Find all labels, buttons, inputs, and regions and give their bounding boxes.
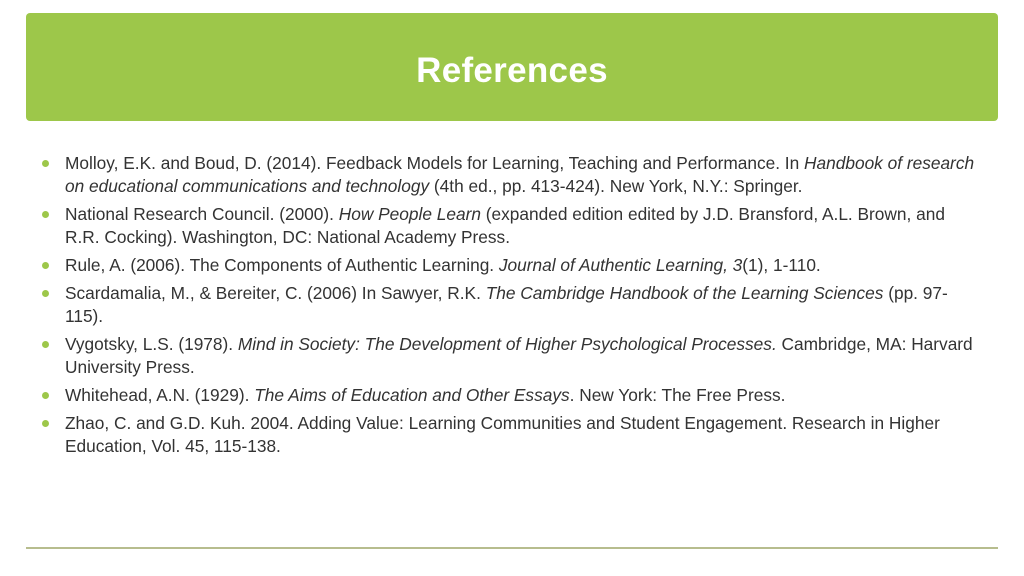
- reference-item: [42, 384, 982, 407]
- reference-text: Molloy, E.K. and Boud, D. (2014). Feedback Models for Learning, Teaching and Performance. In: [65, 153, 805, 173]
- reference-text: Vygotsky, L.S. (1978).: [65, 334, 238, 354]
- reference-item: [42, 254, 982, 277]
- bullet-icon: [42, 211, 49, 218]
- reference-text: National Research Council. (2000).: [65, 204, 339, 224]
- reference-text: . New York: The Free Press.: [569, 385, 786, 405]
- slide-title: References: [416, 51, 608, 90]
- reference-title-italic: The Aims of Education and Other Essays: [254, 385, 570, 405]
- bullet-icon: [42, 262, 49, 269]
- reference-text: (4th ed., pp. 413-424). New York, N.Y.: Springer.: [429, 176, 803, 196]
- reference-text: (expanded edition edited by J.D. Bransford, A.L. Brown, and R.R. Cocking). Washington, DC: National Academy Press.: [65, 204, 945, 247]
- bullet-icon: [42, 341, 49, 348]
- reference-item: [42, 333, 982, 379]
- reference-title-italic: The Cambridge Handbook of the Learning Sciences: [485, 283, 884, 303]
- reference-item: [42, 282, 982, 328]
- reference-title-italic: Handbook of research on educational communications and technology: [65, 153, 975, 196]
- reference-text: (pp. 97-115).: [65, 283, 948, 326]
- reference-item: [42, 203, 982, 249]
- reference-text: (1), 1-110.: [742, 255, 821, 275]
- reference-text: Cambridge, MA: Harvard University Press.: [65, 334, 973, 377]
- title-banner: [26, 13, 998, 121]
- reference-title-italic: How People Learn: [338, 204, 481, 224]
- reference-text: Scardamalia, M., & Bereiter, C. (2006) In Sawyer, R.K.: [65, 283, 486, 303]
- reference-title-italic: Journal of Authentic Learning, 3: [498, 255, 743, 275]
- bullet-icon: [42, 290, 49, 297]
- bullet-icon: [42, 160, 49, 167]
- reference-list: [42, 152, 982, 463]
- reference-item: [42, 412, 982, 458]
- bullet-icon: [42, 420, 49, 427]
- reference-text: Zhao, C. and G.D. Kuh. 2004. Adding Value: Learning Communities and Student Engagement. Research in Higher Education, Vol. 45, 115-138.: [65, 413, 940, 456]
- reference-text: Whitehead, A.N. (1929).: [65, 385, 255, 405]
- reference-title-italic: Mind in Society: The Development of Higher Psychological Processes.: [237, 334, 777, 354]
- reference-text: Rule, A. (2006). The Components of Authentic Learning.: [65, 255, 499, 275]
- footer-rule: [26, 547, 998, 549]
- bullet-icon: [42, 392, 49, 399]
- reference-item: [42, 152, 982, 198]
